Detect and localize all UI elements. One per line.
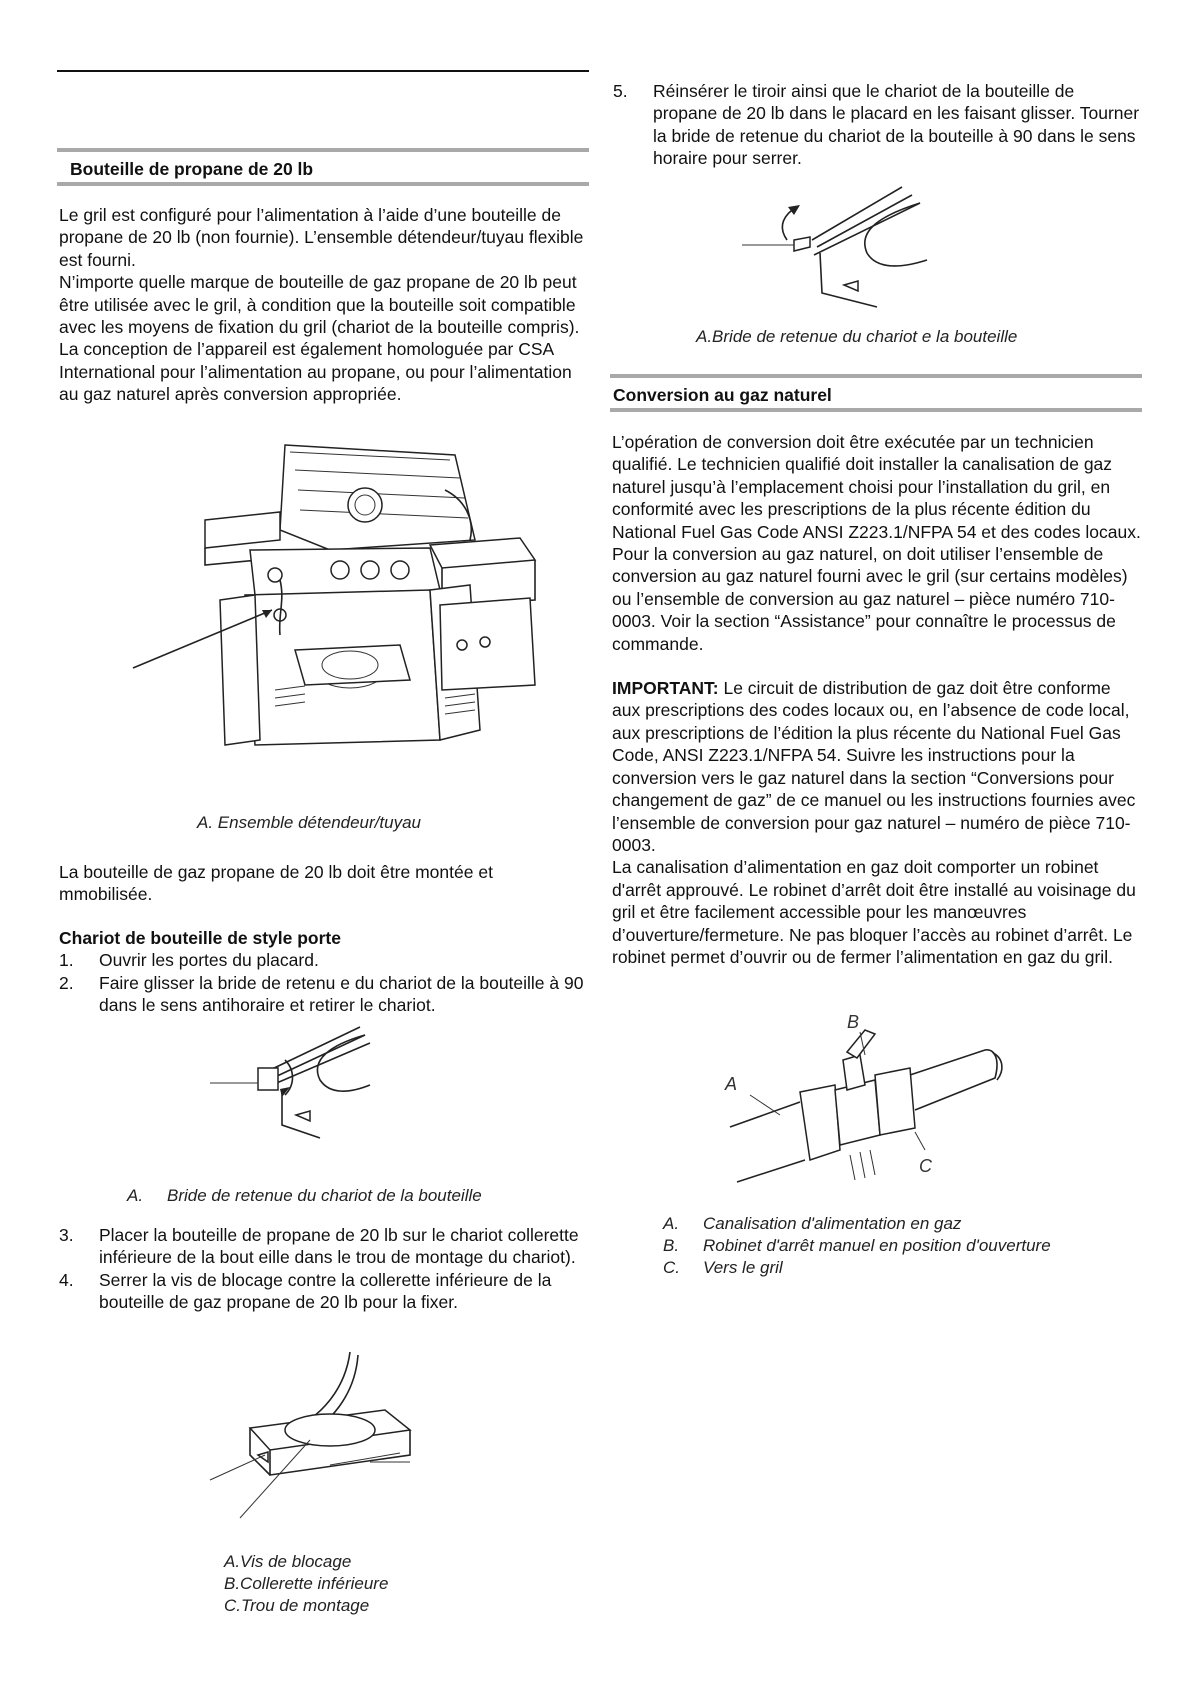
conversion-paragraph-1: L’opération de conversion doit être exécutée par un technicien qualifié. Le technicien qualifié doit installer la canalisation de gaz naturel jusqu’à l’emplacement choisi pour l’installation du gril, en conformité avec les prescriptions de la plus récente édition du National Fuel Gas Code ANSI Z223.1/NFPA 54 et des codes locaux. Pour la conversion au gaz naturel, on doit utiliser l’ensemble de conversion au gaz naturel fourni avec le gril (sur certains modèles) ou l’ensemble de conversion au gaz naturel – pièce numéro 710-0003. Voir la section “Assistance” pour connaître le processus de commande. xyxy=(612,432,1141,654)
step-text: Réinsérer le tiroir ainsi que le chariot de la bouteille de propane de 20 lb dans le placard en les faisant glisser. Tourner la bride de retenue du chariot de la bouteille à 90 dans le sens horaire pour serrer. xyxy=(653,81,1140,169)
valve-illustration xyxy=(725,1012,1025,1185)
grill-illustration xyxy=(130,440,490,800)
step-number: 4. xyxy=(59,1269,74,1290)
top-rule xyxy=(57,70,589,72)
caption-item xyxy=(127,1185,482,1207)
valve-captions xyxy=(663,1213,1051,1279)
valve-captions-wrap xyxy=(663,1213,1051,1279)
conversion-important xyxy=(612,677,1142,856)
list-item xyxy=(613,80,1143,170)
steps-list-b xyxy=(59,1224,594,1314)
bracket-illustration-1 xyxy=(210,1025,380,1140)
caption-item xyxy=(663,1213,1051,1235)
conversion-paragraph-3: La canalisation d’alimentation en gaz doit comporter un robinet d'arrêt approuvé. Le robinet d’arrêt doit être installé au voisinage du gril et être facilement accessible pour les manœuvres d’ouverture/fermeture. Ne pas bloquer l’accès au robinet d’arrêt. Le robinet permet d’ouvrir ou de fermer l’alimentation en gaz du gril. xyxy=(612,857,1136,967)
bracket-caption-2-wrap xyxy=(696,326,1017,348)
conversion-body xyxy=(612,431,1142,968)
step-text: Faire glisser la bride de retenu e du chariot de la bouteille à 90 dans le sens antihoraire et retirer le chariot. xyxy=(99,972,584,1016)
list-item xyxy=(59,1269,594,1314)
caption-item xyxy=(663,1235,1051,1257)
caption-key: B. xyxy=(663,1236,680,1255)
bracket-illustration-2 xyxy=(742,185,942,310)
step-number: 2. xyxy=(59,972,74,993)
tank-captions-wrap xyxy=(224,1551,388,1617)
conversion-section-header xyxy=(610,374,1142,412)
door-style-heading: Chariot de bouteille de style porte xyxy=(59,928,341,948)
propane-paragraph-1: Le gril est configuré pour l’alimentation à l’aide d’une bouteille de propane de 20 lb (non fournie). L’ensemble détendeur/tuyau flexible est fourni. xyxy=(59,205,584,270)
tank-caption-a: A.Vis de blocage xyxy=(224,1552,352,1571)
important-text: Le circuit de distribution de gaz doit être conforme aux prescriptions des codes locaux ou, en l’absence de code local, aux prescriptions de l’édition la plus récente du National Fuel Gas Code, ANSI Z223.1/NFPA 54. Suivre les instructions pour la conversion vers le gaz naturel dans la section “Conversions pour changement de gaz” de ce manuel ou les instructions fournies avec l’ensemble de conversion pour gaz naturel – numéro de pièce 710-0003. xyxy=(612,678,1136,855)
tank-caption-c: C.Trou de montage xyxy=(224,1596,370,1615)
steps-list-a xyxy=(59,949,589,1016)
propane-paragraph-3: La conception de l’appareil est également homologuée par CSA International pour l’alimentation au propane, ou pour l’alimentation au gaz naturel après conversion appropriée. xyxy=(59,339,572,405)
grill-right-cabinet xyxy=(440,598,535,690)
bracket-caption-1 xyxy=(127,1185,482,1207)
grill-caption: A. Ensemble détendeur/tuyau xyxy=(197,813,421,832)
valve-label-a: A xyxy=(725,1074,738,1094)
tank-caption-b: B.Collerette inférieure xyxy=(224,1574,389,1593)
step-number: 3. xyxy=(59,1225,74,1245)
step-text: Placer la bouteille de propane de 20 lb sur le chariot collerette inférieure de la bout eille dans le trou de montage du chariot). xyxy=(99,1225,579,1268)
grill-lid xyxy=(280,445,475,550)
tank-illustration xyxy=(210,1350,410,1520)
step-number: 5. xyxy=(613,81,628,101)
valve-label-b: B xyxy=(847,1012,860,1032)
caption-text: Bride de retenue du chariot de la bouteille xyxy=(167,1186,482,1205)
propane-intro xyxy=(59,204,589,406)
step-number: 1. xyxy=(59,950,74,971)
steps-list-c xyxy=(613,80,1143,170)
list-item xyxy=(59,949,589,971)
list-item xyxy=(59,972,589,1017)
grill-control-panel xyxy=(250,548,440,595)
caption-key: C. xyxy=(663,1258,680,1277)
propane-section-header xyxy=(57,148,589,186)
caption-text: Canalisation d'alimentation en gaz xyxy=(703,1214,962,1233)
list-item xyxy=(59,1224,594,1269)
grill-caption-wrap xyxy=(197,812,421,834)
bracket-caption-1-wrap xyxy=(127,1185,482,1207)
section-title: Conversion au gaz naturel xyxy=(613,385,832,405)
caption-key: A. xyxy=(127,1186,144,1205)
caption-text: Robinet d'arrêt manuel en position d'ouverture xyxy=(703,1236,1051,1255)
caption-item xyxy=(663,1257,1051,1279)
mount-text-wrap xyxy=(59,861,589,906)
step-text: Ouvrir les portes du placard. xyxy=(99,950,319,971)
step-text: Serrer la vis de blocage contre la collerette inférieure de la bouteille de gaz propane de 20 lb pour la fixer. xyxy=(99,1269,552,1313)
mount-text: La bouteille de gaz propane de 20 lb doit être montée et mmobilisée. xyxy=(59,862,493,905)
important-label: IMPORTANT: xyxy=(612,678,719,699)
bracket-caption-2: A.Bride de retenue du chariot e la bouteille xyxy=(696,327,1018,346)
caption-key: A. xyxy=(663,1214,680,1233)
caption-text: Vers le gril xyxy=(703,1258,783,1277)
section-title: Bouteille de propane de 20 lb xyxy=(70,159,314,179)
step5-wrap xyxy=(613,80,1143,170)
propane-paragraph-2: N’importe quelle marque de bouteille de gaz propane de 20 lb peut être utilisée avec le gril, à condition que la bouteille soit compatible avec les moyens de fixation du gril (chariot de la bouteille compris). xyxy=(59,272,580,338)
valve-label-c: C xyxy=(919,1156,932,1176)
door-style-wrap xyxy=(59,927,589,1017)
steps-b-wrap xyxy=(59,1224,594,1314)
